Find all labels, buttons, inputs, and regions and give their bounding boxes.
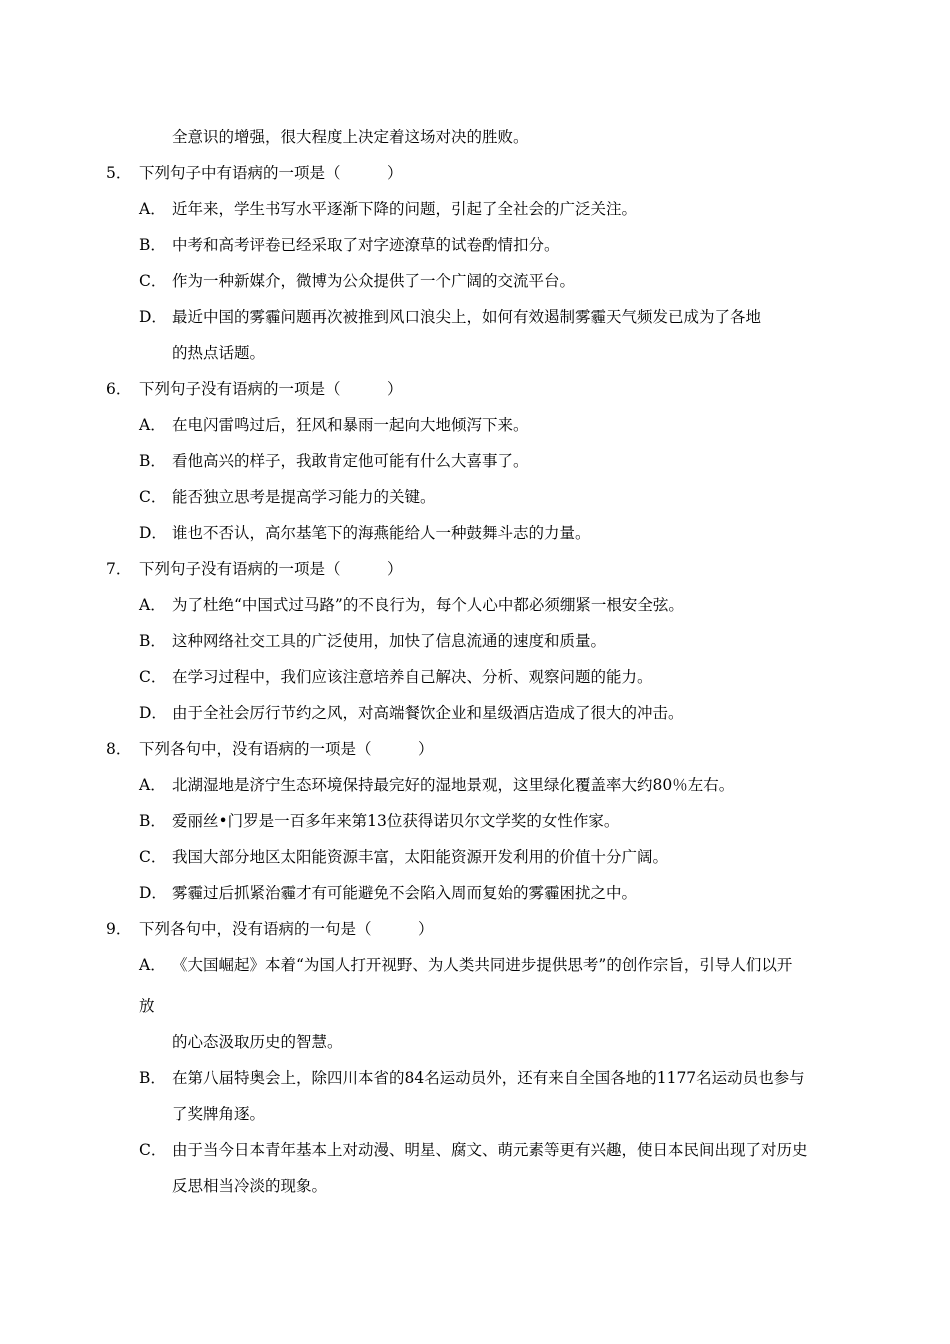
q5-option-b: B． 中考和高考评卷已经采取了对字迹潦草的试卷酌情扣分。 bbox=[139, 236, 560, 254]
q9-option-b-continued: 了奖牌角逐。 bbox=[172, 1105, 266, 1123]
q8-option-c: C． 我国大部分地区太阳能资源丰富，太阳能资源开发利用的价值十分广阔。 bbox=[139, 848, 669, 866]
q9-option-a: A． 《大国崛起》本着“为国人打开视野、为人类共同进步提供思考”的创作宗旨，引导人们以开 bbox=[139, 956, 793, 974]
question-number: 6． bbox=[106, 380, 132, 398]
question-5 bbox=[106, 163, 403, 183]
question-stem: 下列句子没有语病的一项是（ ） bbox=[139, 560, 403, 578]
question-stem: 下列句子没有语病的一项是（ ） bbox=[139, 380, 403, 398]
question-stem: 下列各句中，没有语病的一项是（ ） bbox=[139, 740, 434, 758]
q8-option-b: B． 爱丽丝•门罗是一百多年来第13位获得诺贝尔文学奖的女性作家。 bbox=[139, 812, 620, 830]
q5-option-c: C． 作为一种新媒介，微博为公众提供了一个广阔的交流平台。 bbox=[139, 272, 576, 290]
q6-option-b: B． 看他高兴的样子，我敢肯定他可能有什么大喜事了。 bbox=[139, 452, 529, 470]
q7-option-d: D． 由于全社会厉行节约之风，对高端餐饮企业和星级酒店造成了很大的冲击。 bbox=[139, 704, 684, 722]
question-number: 9． bbox=[106, 920, 132, 938]
question-9 bbox=[106, 919, 434, 939]
q9-option-c-continued: 反思相当冷淡的现象。 bbox=[172, 1177, 328, 1195]
q6-option-a: A． 在电闪雷鸣过后，狂风和暴雨一起向大地倾泻下来。 bbox=[139, 416, 529, 434]
q9-option-a-wrap: 放 bbox=[139, 997, 155, 1015]
question-stem: 下列句子中有语病的一项是（ ） bbox=[139, 164, 403, 182]
continued-text-line: 全意识的增强，很大程度上决定着这场对决的胜败。 bbox=[172, 128, 529, 146]
question-number: 8． bbox=[106, 740, 132, 758]
q6-option-c: C． 能否独立思考是提高学习能力的关键。 bbox=[139, 488, 436, 506]
q5-option-d-continued: 的热点话题。 bbox=[172, 344, 266, 362]
q8-option-d: D． 雾霾过后抓紧治霾才有可能避免不会陷入周而复始的雾霾困扰之中。 bbox=[139, 884, 638, 902]
q7-option-c: C． 在学习过程中，我们应该注意培养自己解决、分析、观察问题的能力。 bbox=[139, 668, 653, 686]
q7-option-a: A． 为了杜绝“中国式过马路”的不良行为，每个人心中都必须绷紧一根安全弦。 bbox=[139, 596, 684, 614]
q7-option-b: B． 这种网络社交工具的广泛使用，加快了信息流通的速度和质量。 bbox=[139, 632, 607, 650]
q5-option-a: A． 近年来，学生书写水平逐渐下降的问题，引起了全社会的广泛关注。 bbox=[139, 200, 638, 218]
q6-option-d: D． 谁也不否认，高尔基笔下的海燕能给人一种鼓舞斗志的力量。 bbox=[139, 524, 591, 542]
question-8 bbox=[106, 739, 434, 759]
question-stem: 下列各句中，没有语病的一句是（ ） bbox=[139, 920, 434, 938]
q9-option-c: C． 由于当今日本青年基本上对动漫、明星、腐文、萌元素等更有兴趣，使日本民间出现了对历史 bbox=[139, 1141, 808, 1159]
question-7 bbox=[106, 559, 403, 579]
q9-option-b: B． 在第八届特奥会上，除四川本省的84名运动员外，还有来自全国各地的1177名运动员也参与 bbox=[139, 1069, 805, 1087]
question-number: 5． bbox=[106, 164, 132, 182]
question-number: 7． bbox=[106, 560, 132, 578]
q9-option-a-continued: 的心态汲取历史的智慧。 bbox=[172, 1033, 343, 1051]
question-6 bbox=[106, 379, 403, 399]
q8-option-a: A． 北湖湿地是济宁生态环境保持最完好的湿地景观，这里绿化覆盖率大约80％左右。 bbox=[139, 776, 735, 794]
q5-option-d: D． 最近中国的雾霾问题再次被推到风口浪尖上，如何有效遏制雾霾天气频发已成为了各地 bbox=[139, 308, 762, 326]
